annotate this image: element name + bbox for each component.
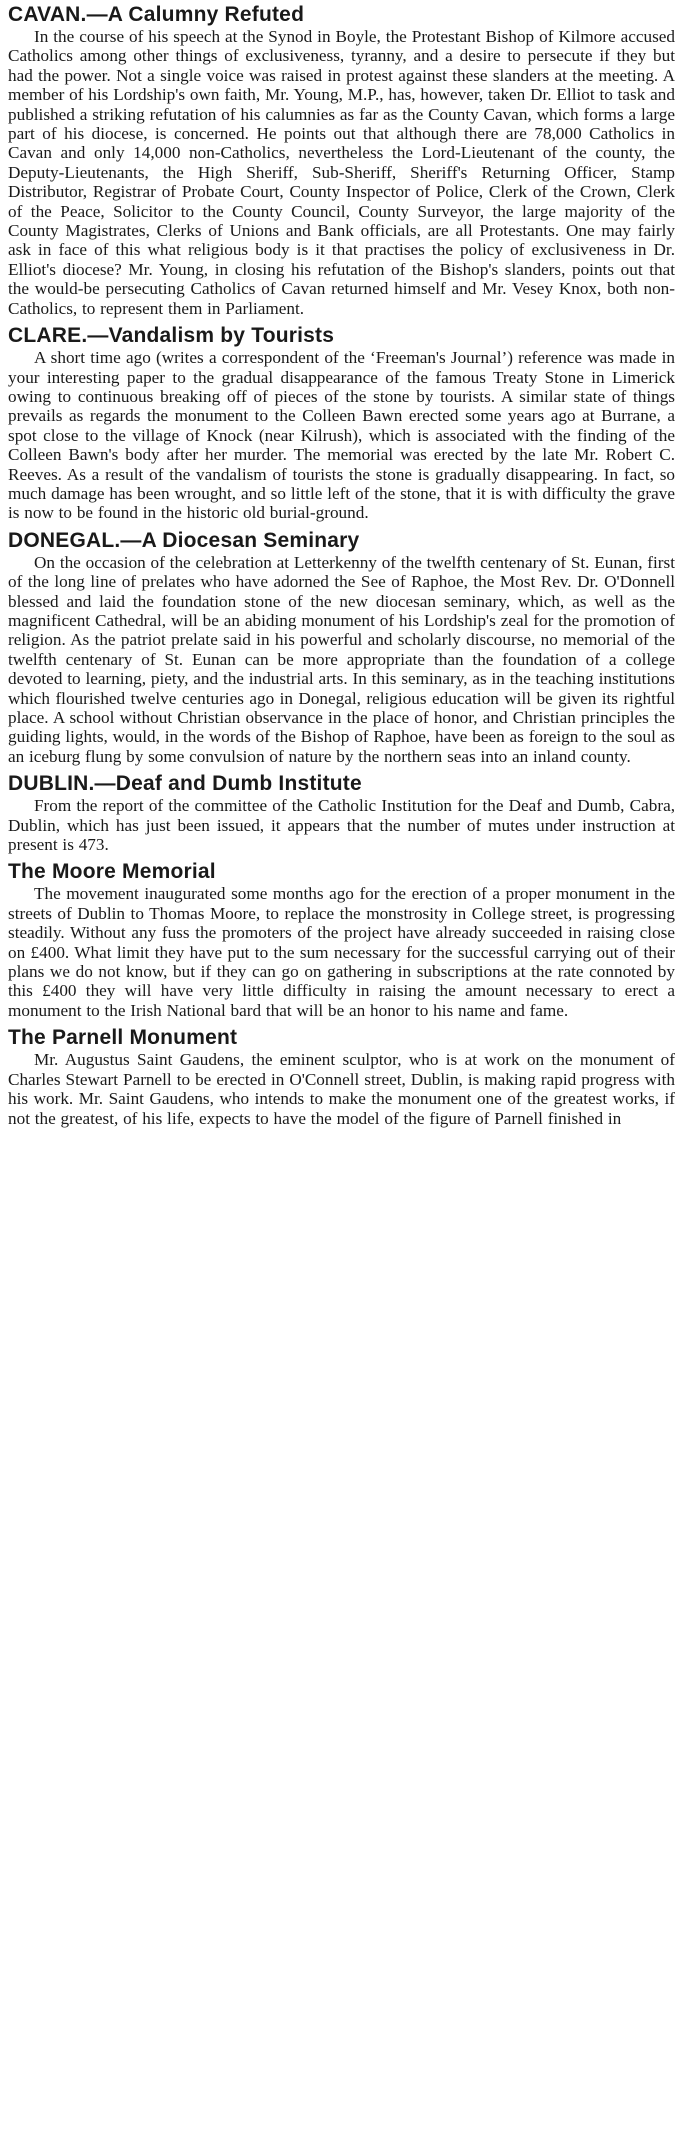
article-heading: DUBLIN.—Deaf and Dumb Institute	[8, 772, 362, 796]
article-body: From the report of the committee of the Catholic Institution for the Deaf and Dumb, Cabra, Dublin, which has just been issued, it appears that the number of mutes under instruction at present is 473.	[8, 796, 675, 855]
article-heading: CLARE.—Vandalism by Tourists	[8, 324, 335, 348]
article-donegal	[8, 528, 675, 766]
article-heading: The Moore Memorial	[8, 860, 216, 884]
article-body: The movement inaugurated some months ago for the erection of a proper monument in the streets of Dublin to Thomas Moore, to replace the monstrosity in College street, is progressing steadily. Without any fuss the promoters of the project have already succeeded in raising close on £400. What limit they have put to the sum necessary for the successful carrying out of their plans we do not know, but if they can go on gathering in subscriptions at the rate connoted by this £400 they will have very little difficulty in raising the amount necessary to erect a monument to the Irish National bard that will be an honor to his name and fame.	[8, 884, 675, 1020]
article-body: A short time ago (writes a correspondent of the ‘Freeman's Journal’) reference was made in your interesting paper to the gradual disappearance of the famous Treaty Stone in Limerick owing to continuous breaking off of pieces of the stone by tourists. A similar state of things prevails as regards the monument to the Colleen Bawn erected some years ago at Burrane, a spot close to the village of Knock (near Kilrush), which is associated with the finding of the Colleen Bawn's body after her murder. The memorial was erected by the late Mr. Robert C. Reeves. As a result of the vandalism of tourists the stone is gradually disappearing. In fact, so much damage has been wrought, and so little left of the stone, that it is with difficulty the grave is now to be found in the historic old burial-ground.	[8, 348, 675, 523]
article-body: On the occasion of the celebration at Letterkenny of the twelfth centenary of St. Eunan, first of the long line of prelates who have adorned the See of Raphoe, the Most Rev. Dr. O'Donnell blessed and laid the foundation stone of the new diocesan seminary, which, as well as the magnificent Cathedral, will be an abiding monument of his Lordship's zeal for the promotion of religion. As the patriot prelate said in his powerful and scholarly discourse, no memorial of the twelfth centenary of St. Eunan can be more appropriate than the foundation of a college devoted to learning, piety, and the industrial arts. In this seminary, as in the teaching institutions which flourished twelve centuries ago in Donegal, religious education will be given its rightful place. A school without Christian observance in the place of honor, and Christian principles the guiding lights, would, in the words of the Bishop of Raphoe, have been as foreign to the soul as an iceburg flung by some convulsion of nature by the northern seas into an inland county.	[8, 552, 675, 766]
article-cavan	[8, 2, 675, 318]
article-body: In the course of his speech at the Synod in Boyle, the Protestant Bishop of Kilmore accused Catholics among other things of exclusiveness, tyranny, and a desire to persecute if they but had the power. Not a single voice was raised in protest against these slanders at the meeting. A member of his Lordship's own faith, Mr. Young, M.P., has, however, taken Dr. Elliot to task and published a striking refutation of his calumnies as far as the County Cavan, which forms a large part of his diocese, is concerned. He points out that although there are 78,000 Catholics in Cavan and only 14,000 non-Catholics, nevertheless the Lord-Lieutenant of the county, the Deputy-Lieutenants, the High Sheriff, Sub-Sheriff, Sheriff's Returning Officer, Stamp Distributor, Registrar of Probate Court, County Inspector of Police, Clerk of the Crown, Clerk of the Peace, Solicitor to the County Council, County Surveyor, the large majority of the County Magistrates, Clerks of Unions and Bank officials, are all Protestants. One may fairly ask in face of this what religious body is it that practises the policy of exclusiveness in Dr. Elliot's diocese? Mr. Young, in closing his refutation of the Bishop's slanders, points out that the would-be persecuting Catholics of Cavan returned himself and Mr. Vesey Knox, both non-Catholics, to represent them in Parliament.	[8, 27, 675, 318]
article-body: Mr. Augustus Saint Gaudens, the eminent sculptor, who is at work on the monument of Charles Stewart Parnell to be erected in O'Connell street, Dublin, is making rapid progress with his work. Mr. Saint Gaudens, who intends to make the monument one of the greatest works, if not the greatest, of his life, expects to have the model of the figure of Parnell finished in	[8, 1050, 675, 1128]
article-clare	[8, 323, 675, 523]
article-dublin-deaf-dumb	[8, 771, 675, 854]
article-parnell-monument	[8, 1025, 675, 1128]
article-heading: CAVAN.—A Calumny Refuted	[8, 3, 305, 26]
article-heading: The Parnell Monument	[8, 1026, 238, 1050]
article-heading: DONEGAL.—A Diocesan Seminary	[8, 528, 360, 552]
article-moore-memorial	[8, 859, 675, 1020]
